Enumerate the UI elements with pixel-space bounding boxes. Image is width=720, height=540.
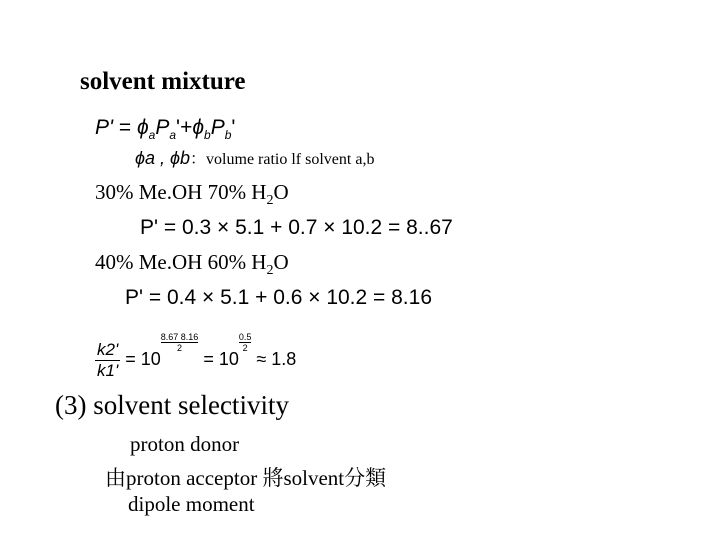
list-item-dipole-moment: dipole moment — [128, 492, 255, 516]
section-heading: (3) solvent selectivity — [55, 390, 289, 420]
exponent-2: $\frac{0.5}{2}$ — [238, 332, 252, 353]
slide-title: solvent mixture — [80, 68, 246, 95]
list-item-proton-donor: proton donor — [130, 432, 240, 456]
list-item-proton-acceptor: 由proton acceptor 將solvent分類 — [105, 466, 387, 490]
exponent-1: $\frac{8.67 8.16}{2}$ — [160, 332, 199, 353]
mixture-1-label: 30% Me.OH 70% $H_2O$ — [95, 180, 289, 209]
equation-2: P' = 0.4 × 5.1 + 0.6 × 10.2 = 8.16 — [125, 286, 433, 309]
mixture-2-label: 40% Me.OH 60% $H_2O$ — [95, 250, 289, 279]
note-text: ：volume ratio lf solvent a,b — [190, 151, 375, 168]
k-ratio-fraction: $\frac{k2'}{k1'}$ — [97, 339, 119, 380]
equation-1: P' = 0.3 × 5.1 + 0.7 × 10.2 = 8..67 — [140, 216, 453, 239]
mixture-formula: $P' = \phi_aP_a'+\phi_bP_b'$ — [95, 116, 236, 143]
phi-symbols: ϕa , ϕb — [135, 148, 191, 168]
volume-ratio-note — [135, 146, 374, 169]
retention-ratio-equation: $\frac{k2'}{k1'}$ = 10 $\frac{8.67 8.16}{2} = 10$ $\frac{0.5}{2} \approx 1.8$ — [97, 332, 297, 380]
